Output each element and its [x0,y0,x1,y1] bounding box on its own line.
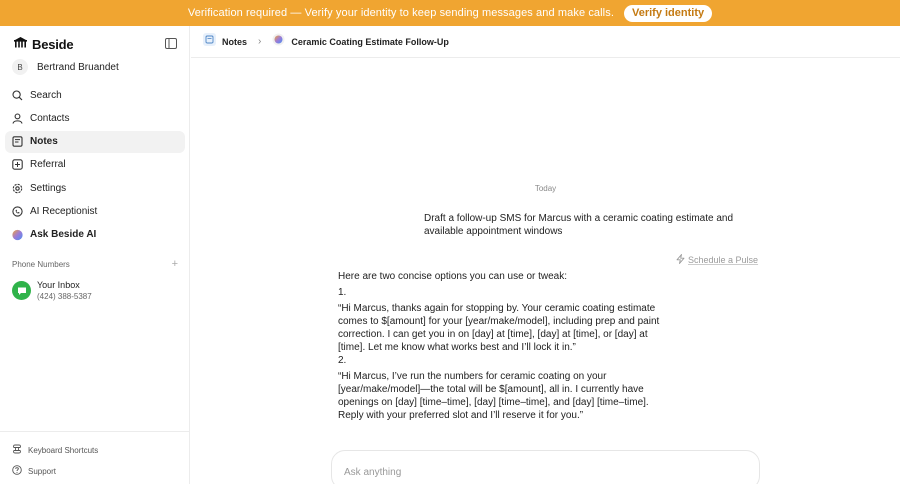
sidebar-item-label: Ask Beside AI [30,229,97,241]
beside-ai-orb-icon [272,33,285,51]
section-title: Phone Numbers [12,259,70,269]
sidebar-divider [0,431,190,432]
referral-icon [12,159,23,170]
avatar: B [12,59,28,75]
sidebar-toggle-icon[interactable] [165,36,177,47]
page-title: Ceramic Coating Estimate Follow-Up [291,36,449,47]
phone-numbers-section [12,259,178,269]
search-icon [12,90,23,101]
option-text: “Hi Marcus, I’ve run the numbers for ceramic coating on your [year/make/model]—the total will be $[amount], all in. I currently have openings on [day] [time–time], [day] [time–time], and [day] [time–time]. Reply with your preferred slot and I’ll reserve it for you.” [338,371,649,421]
option-number: 2. [338,355,347,366]
beside-ai-orb-icon [12,229,23,240]
person-icon [12,113,23,124]
verify-identity-button[interactable]: Verify identity [624,5,712,22]
sidebar-item-referral[interactable] [5,154,185,176]
sidebar-item-settings[interactable] [5,177,185,199]
sidebar-item-label: Search [30,89,62,101]
add-phone-number-icon[interactable]: + [171,258,178,270]
main-panel [191,26,900,484]
sidebar-item-notes[interactable] [5,131,185,153]
sidebar [0,26,190,484]
footer-label: Keyboard Shortcuts [28,445,99,455]
user-name: Bertrand Bruandet [37,61,119,73]
sidebar-item-label: Contacts [30,112,70,124]
chat-bubble-icon [12,281,31,300]
composer [331,450,760,484]
reply-intro: Here are two concise options you can use or tweak: [338,271,568,282]
keyboard-shortcuts-link[interactable] [12,441,98,459]
option-number: 1. [338,287,347,298]
footer-label: Support [28,466,57,476]
breadcrumb-label: Notes [222,36,248,47]
ask-input[interactable] [344,467,724,478]
sidebar-item-label: Notes [30,136,58,148]
sidebar-nav [5,84,185,247]
brand[interactable] [14,35,73,53]
receptionist-icon [12,206,23,217]
inbox-details [37,280,92,301]
brand-name: Beside [32,36,74,52]
chevron-right-icon: › [258,36,262,47]
sidebar-item-ask-beside-ai[interactable] [5,224,185,246]
breadcrumb-notes[interactable] [203,33,247,51]
inbox-item[interactable] [12,280,92,301]
sidebar-item-label: Referral [30,159,66,171]
sidebar-item-ai-receptionist[interactable] [5,200,185,222]
help-icon [12,462,22,480]
verification-banner [0,0,900,26]
user-profile[interactable] [12,59,119,75]
note-icon [12,136,23,147]
keyboard-shortcuts-icon [12,441,22,459]
banner-message: Verification required — Verify your identity to keep sending messages and make calls. [187,7,614,19]
inbox-phone-number: (424) 388-5387 [37,292,92,301]
sidebar-item-contacts[interactable] [5,107,185,129]
inbox-title: Your Inbox [37,280,80,290]
schedule-pulse-label: Schedule a Pulse [688,255,759,265]
sidebar-item-label: AI Receptionist [30,205,98,217]
sidebar-item-search[interactable] [5,84,185,106]
beside-logo-icon [14,35,27,53]
gear-icon [12,183,23,194]
sidebar-item-label: Settings [30,182,67,194]
note-badge-icon [203,33,216,51]
breadcrumb [191,26,900,58]
support-link[interactable] [12,462,56,480]
breadcrumb-current [272,33,449,51]
schedule-pulse-button[interactable] [676,251,758,269]
assistant-message [338,270,671,422]
lightning-icon [676,251,685,269]
date-separator: Today [534,184,557,193]
option-text: “Hi Marcus, thanks again for stopping by. Your ceramic coating estimate comes to $[amount] for your [year/make/model], including prep and paint correction. I can get you in on [day] at [time], [day] at [time], or [day] at [time]. Let me know what works best and I’ll lock it in.” [338,303,660,353]
user-message: Draft a follow-up SMS for Marcus with a ceramic coating estimate and available appointment windows [424,213,734,237]
